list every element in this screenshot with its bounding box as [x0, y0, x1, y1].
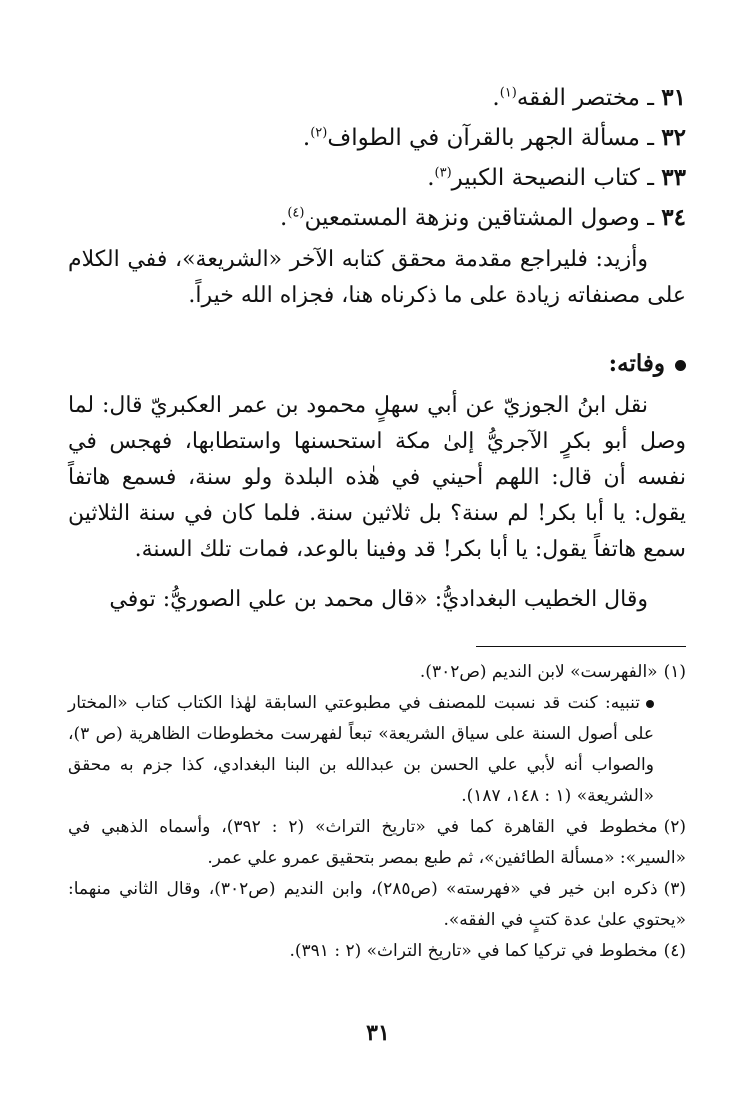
- list-item: ٣٤ ـ وصول المشتاقين ونزهة المستمعين$^{(٤)}$.: [280, 204, 686, 231]
- footnote-1: [68, 657, 686, 688]
- item-dash: ـ: [647, 125, 654, 151]
- item-number: ٣٤: [661, 204, 686, 231]
- item-title: كتاب النصيحة الكبير: [451, 165, 640, 191]
- footnote-text: «الفهرست» لابن النديم (ص٣٠٢).: [419, 662, 658, 682]
- footnote-ref[interactable]: (٣): [434, 165, 452, 181]
- footnote-separator: [476, 646, 686, 647]
- item-title: مختصر الفقه: [516, 85, 640, 111]
- bullet-icon: [646, 700, 654, 708]
- item-number: ٣٣: [661, 164, 686, 191]
- works-list: [68, 78, 690, 238]
- list-item: ٣٣ ـ كتاب النصيحة الكبير$^{(٣)}$.: [427, 164, 686, 191]
- bullet-icon: [675, 360, 686, 371]
- footnote-text: مخطوط في تركيا كما في «تاريخ التراث» (٢ : ٣٩١).: [289, 941, 658, 961]
- paragraph-addition: وأزيد: فليراجع مقدمة محقق كتابه الآخر «الشريعة»، ففي الكلام على مصنفاته زيادة على ما ذكرناه هنا، فجزاه الله خيراً.: [68, 247, 686, 308]
- item-number: ٣١: [661, 84, 686, 111]
- footnote-3: [68, 874, 686, 936]
- paragraph-khatib-quote: وقال الخطيب البغداديُّ: «قال محمد بن علي الصوريُّ: توفي: [109, 587, 648, 612]
- footnote-ref[interactable]: (١): [499, 85, 517, 101]
- footnote-text: مخطوط في القاهرة كما في «تاريخ التراث» (٢ : ٣٩٢)، وأسماه الذهبي في «السير»: «مسألة الطائفين»، ثم طبع بمصر بتحقيق عمرو علي عمر.: [68, 817, 686, 868]
- item-dash: ـ: [647, 85, 654, 111]
- item-number: ٣٢: [661, 124, 686, 151]
- heading-text: وفاته:: [608, 350, 665, 377]
- item-title: وصول المشتاقين ونزهة المستمعين: [304, 205, 640, 231]
- item-dash: ـ: [647, 205, 654, 231]
- page-number: ٣١: [366, 1020, 390, 1046]
- footnote-ref[interactable]: (٤): [287, 205, 305, 221]
- footnotes: [68, 657, 690, 967]
- section-heading-death: [68, 344, 686, 384]
- paragraph-death-story: نقل ابنُ الجوزيّ عن أبي سهلٍ محمود بن عمر العكبريّ قال: لما وصل أبو بكرٍ الآجريُّ إلىٰ مكة استحسنها واستطابها، فهجس في نفسه أن قال: اللهم أحيني في هٰذه البلدة ولو سنة، فسمع هاتفاً يقول: يا أبا بكر! لم سنة؟ بل ثلاثين سنة. فلما كان في سنة الثلاثين سمع هاتفاً يقول: يا أبا بكر! قد وفينا بالوعد، فمات تلك السنة.: [68, 393, 686, 562]
- footnote-text: ذكره ابن خير في «فهرسته» (ص٢٨٥)، وابن النديم (ص٣٠٢)، وقال الثاني منهما: «يحتوي علىٰ عدة كتبٍ في الفقه».: [68, 879, 686, 930]
- footnote-note: [68, 688, 686, 812]
- footnote-number: (٢): [663, 817, 686, 837]
- list-item: ٣٢ ـ مسألة الجهر بالقرآن في الطواف$^{(٢)}$.: [302, 124, 686, 151]
- footnote-2: [68, 812, 686, 874]
- footnote-number: (١): [663, 662, 686, 682]
- item-dash: ـ: [647, 165, 654, 191]
- footnote-number: (٣): [663, 879, 687, 899]
- item-title: مسألة الجهر بالقرآن في الطواف: [327, 125, 640, 151]
- footnote-ref[interactable]: (٢): [310, 125, 328, 141]
- footnote-4: [68, 936, 686, 967]
- footnote-number: (٤): [663, 941, 686, 961]
- footnote-text: تنبيه: كنت قد نسبت للمصنف في مطبوعتي السابقة لهٰذا الكتاب كتاب «المختار على أصول السنة على سياق الشريعة» تبعاً لفهرست مخطوطات الظاهرية (ص ٣)، والصواب أنه لأبي علي الحسن بن عبدالله بن البنا البغدادي، كذا جزم به محقق «الشريعة» (١ : ١٤٨، ١٨٧).: [68, 693, 654, 806]
- list-item: ٣١ ـ مختصر الفقه$^{(١)}$.: [492, 84, 686, 111]
